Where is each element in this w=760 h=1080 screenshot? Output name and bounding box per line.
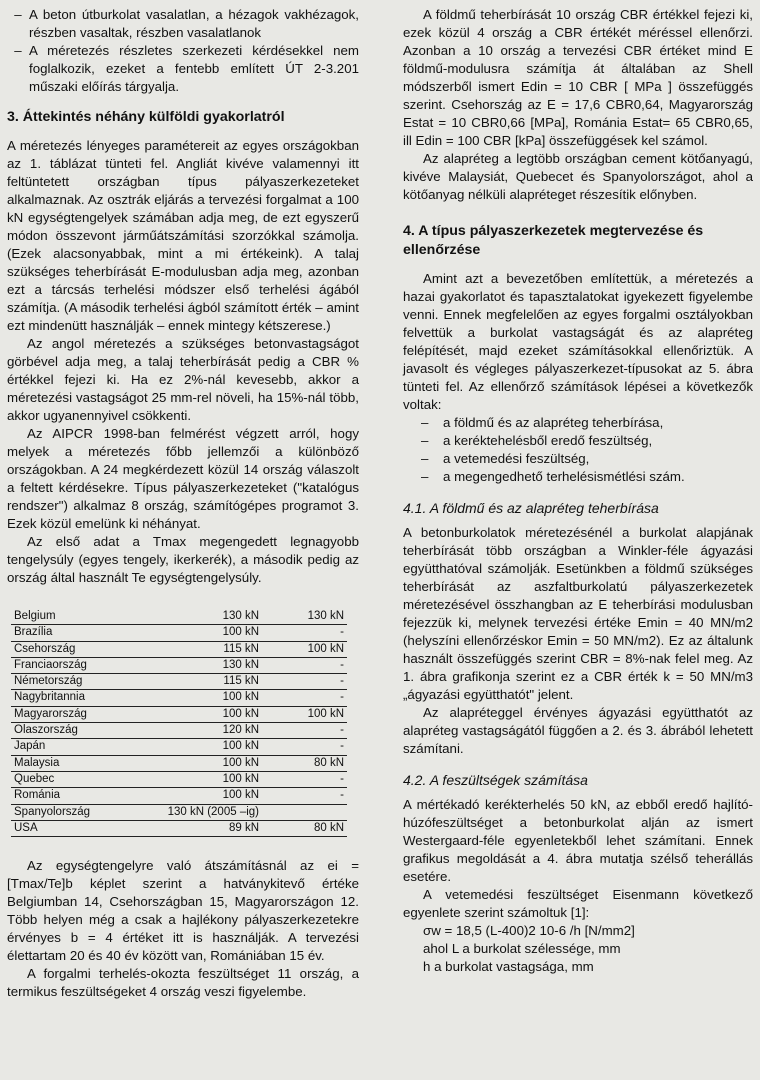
- table-cell: Németország: [11, 674, 152, 690]
- right-column: [403, 6, 753, 976]
- list-item: – A méretezés részletes szerkezeti kérdésekkel nem foglalkozik, ezeket a fentebb említett ÚT 2-3.201 műszaki előírás tárgyalja.: [14, 43, 359, 94]
- table-cell: 80 kN: [284, 820, 347, 836]
- table-row: [11, 739, 347, 755]
- table-cell: -: [284, 690, 347, 706]
- table-cell: 100 kN: [152, 706, 284, 722]
- paragraph: Az AIPCR 1998-ban felmérést végzett arról, hogy melyek a méretezés főbb jellemzői a különböző országokban. A 24 megkérdezett közül 14 ország válaszolt a feltett kérdésekre. Típus pályaszerkezeteket ("katalógus rendszer") alkalmaz 8 ország, számítógépes programot 3. Ezek közül emelünk ki néhányat.: [7, 426, 359, 531]
- table-cell: Malaysia: [11, 755, 152, 771]
- subsection-4-2-heading: 4.2. A feszültségek számítása: [403, 772, 588, 788]
- table-cell: -: [284, 739, 347, 755]
- table-row: [11, 788, 347, 804]
- table-cell: [284, 804, 347, 820]
- paragraph: A betonburkolatok méretezésénél a burkolat alapjának teherbírását több országban a Winkler-féle ágyazási együtthatóval számolják. Esetünkben a földmű szükséges teherbírását az aszfaltburkolatú pályaszerkezetek méretezésével összhangban az E teherbírási modulusban fejezzük ki, melynek tervezési értéke Emin = 40 MN/m2 (helyszíni ellenőrzéskor Emin = 50 MN/m2). Ez az általunk használt összefüggés szerint CBR = 8%-nak felel meg. Az 1. ábra grafikonja szerint ez a CBR érték k = 50 MN/m3 „ágyazási együtthatót" jelent.: [403, 525, 753, 702]
- table-cell: Japán: [11, 739, 152, 755]
- list-item: – A beton útburkolat vasalatlan, a hézagok vakhézagok, részben vasaltak, részben vasalatlanok: [14, 7, 359, 40]
- table-cell: 100 kN: [152, 788, 284, 804]
- table-cell: 100 kN: [152, 690, 284, 706]
- table-row: [11, 771, 347, 787]
- formula: σw = 18,5 (L-400)2 10-6 /h [N/mm2]: [423, 923, 635, 938]
- table-cell: Románia: [11, 788, 152, 804]
- table-row: [11, 641, 347, 657]
- table-cell: 130 kN: [284, 609, 347, 625]
- section-3-heading: 3. Áttekintés néhány külföldi gyakorlatról: [7, 109, 285, 125]
- table-row: [11, 690, 347, 706]
- table-cell: 115 kN: [152, 641, 284, 657]
- table-cell: Brazília: [11, 625, 152, 641]
- paragraph: A forgalmi terhelés-okozta feszültséget 11 ország, a termikus feszültségeket 4 ország veszi figyelembe.: [7, 966, 359, 1000]
- table-cell: -: [284, 723, 347, 739]
- table-row: [11, 820, 347, 836]
- table-cell: -: [284, 788, 347, 804]
- paragraph: Az angol méretezés a szükséges betonvastagságot görbével adja meg, a talaj teherbírását pedig a CBR % értékkel fejezi ki. Ha ez 2%-nál kevesebb, akkor a méretezési vastagságot 25 mm-rel növeli, ha 15%-nál több, akkor ugyanennyivel csökkenti.: [7, 336, 359, 423]
- list-item: – a földmű és az alapréteg teherbírása,: [421, 415, 664, 430]
- table-cell: Olaszország: [11, 723, 152, 739]
- table-cell: -: [284, 674, 347, 690]
- table-cell: Quebec: [11, 771, 152, 787]
- table-cell: 115 kN: [152, 674, 284, 690]
- list-item: – a megengedhető terhelésismétlési szám.: [421, 469, 685, 484]
- table-cell: 100 kN: [152, 625, 284, 641]
- table-cell: 89 kN: [152, 820, 284, 836]
- table-cell: 130 kN: [152, 609, 284, 625]
- table-cell: Csehország: [11, 641, 152, 657]
- table-row: [11, 609, 347, 625]
- table-row: [11, 706, 347, 722]
- table-row: [11, 723, 347, 739]
- table-cell: -: [284, 657, 347, 673]
- paragraph: Amint azt a bevezetőben említettük, a méretezés a hazai gyakorlatot és tapasztalatokat igyekezett figyelembe venni. Ennek megfelelően az egyes forgalmi osztályokban felvettük a burkolat vastagságát és az alapréteg felépítését, majd ezeket számításokkal ellenőriztük. A javasolt és végleges pályaszerkezet-típusokat az 5. ábra tünteti fel. Az ellenőrző számítások lépései a következők voltak:: [403, 271, 753, 412]
- table-cell: Magyarország: [11, 706, 152, 722]
- section-4-heading: 4. A típus pályaszerkezetek megtervezése és ellenőrzése: [403, 223, 704, 258]
- paragraph: Az alapréteg a legtöbb országban cement kötőanyagú, kivéve Malaysiát, Quebecet és Spanyolországot, ahol a kötőanyag nélküli alapréteget részesítik előnyben.: [403, 151, 753, 202]
- table-cell: 100 kN: [152, 771, 284, 787]
- table-row: [11, 625, 347, 641]
- paragraph: A méretezés lényeges paramétereit az egyes országokban az 1. táblázat tünteti fel. Angliát kivéve valamennyi itt feltüntetett országban típus pályaszerkezeteket alkalmaznak. Az osztrák eljárás a tervezési forgalmat a 100 kN egységtengelyek számában adja meg, de ezt egyszerű módon összevont járműátszámítási szorzókkal számolja. (Ezek alacsonyabbak, mint a mi értékeink). A talaj szükséges teherbírását E-modulusban adja meg, azonban ezt a tárcsás terhelési módszer első terhelési ágából számítja. (A második terhelési ágból számított érték – amint ezt mindenütt használják – ennek mintegy kétszerese.): [7, 138, 359, 333]
- table-row: [11, 755, 347, 771]
- subsection-4-1-heading: 4.1. A földmű és az alapréteg teherbírása: [403, 500, 659, 516]
- table-cell: Belgium: [11, 609, 152, 625]
- left-column: [7, 6, 359, 1001]
- table-cell: Spanyolország: [11, 804, 152, 820]
- table-cell: 80 kN: [284, 755, 347, 771]
- table-cell: -: [284, 625, 347, 641]
- table-cell: 100 kN: [284, 641, 347, 657]
- table-cell: 100 kN: [152, 739, 284, 755]
- paragraph: A vetemedési feszültséget Eisenmann következő egyenlete szerint számoltuk [1]:: [403, 887, 753, 920]
- table-row: [11, 804, 347, 820]
- paragraph: A mértékadó kerékterhelés 50 kN, az ebből eredő hajlító-húzófeszültséget a betonburkolat alján az ismert Westergaard-féle egyenletekből lehet számítani. Ennek grafikus megoldását a 4. ábra mutatja szélső teherállás esetére.: [403, 797, 753, 884]
- paragraph: A földmű teherbírását 10 ország CBR értékkel fejezi ki, ezek közül 4 ország a CBR értékét méréssel ellenőrzi. Azonban a 10 ország a tervezési CBR értéket mind E földmű-modulusra számítja át általában az Shell módszerből ismert Edin = 10 CBR [ MPa ] összefüggés szerint. Csehország az E = 17,6 CBR0,64, Magyarország Estat = 10 CBR0,66 [MPa], Románia Estat= 65 CBR0,65, ill Edin = 100 CBR [kPa] összefüggések kel számol.: [403, 7, 753, 148]
- table-cell: 100 kN: [284, 706, 347, 722]
- formula-note: h a burkolat vastagsága, mm: [423, 959, 594, 974]
- paragraph: Az első adat a Tmax megengedett legnagyobb tengelysúly (egyes tengely, ikerkerék), a második pedig az ország által használt Te egységtengelysúly.: [7, 534, 359, 585]
- axle-load-table: [11, 609, 347, 837]
- list-item: – a vetemedési feszültség,: [421, 451, 590, 466]
- table-row: [11, 674, 347, 690]
- table-cell: -: [284, 771, 347, 787]
- table-row: [11, 657, 347, 673]
- list-item: – a keréktehelésből eredő feszültség,: [421, 433, 653, 448]
- table-cell: 130 kN (2005 –ig): [152, 804, 284, 820]
- table-cell: 120 kN: [152, 723, 284, 739]
- table-cell: Franciaország: [11, 657, 152, 673]
- table-cell: 130 kN: [152, 657, 284, 673]
- table-cell: 100 kN: [152, 755, 284, 771]
- formula-note: ahol L a burkolat szélessége, mm: [423, 941, 621, 956]
- table-cell: USA: [11, 820, 152, 836]
- table-cell: Nagybritannia: [11, 690, 152, 706]
- paragraph: Az alapréteggel érvényes ágyazási együtthatót az alapréteg vastagságától függően a 2. és 3. ábrából lehetett számítani.: [403, 705, 753, 756]
- paragraph: Az egységtengelyre való átszámításnál az ei = [Tmax/Te]b képlet szerint a hatványkitevő értéke Belgiumban 14, Csehországban 15, Magyarországon 12. Több helyen még a csak a hajlékony pályaszerkezetekre érvényes b = 4 értéket itt is használják. A tervezési élettartam 20 és 40 év között van, Romániában 15 év.: [7, 858, 359, 964]
